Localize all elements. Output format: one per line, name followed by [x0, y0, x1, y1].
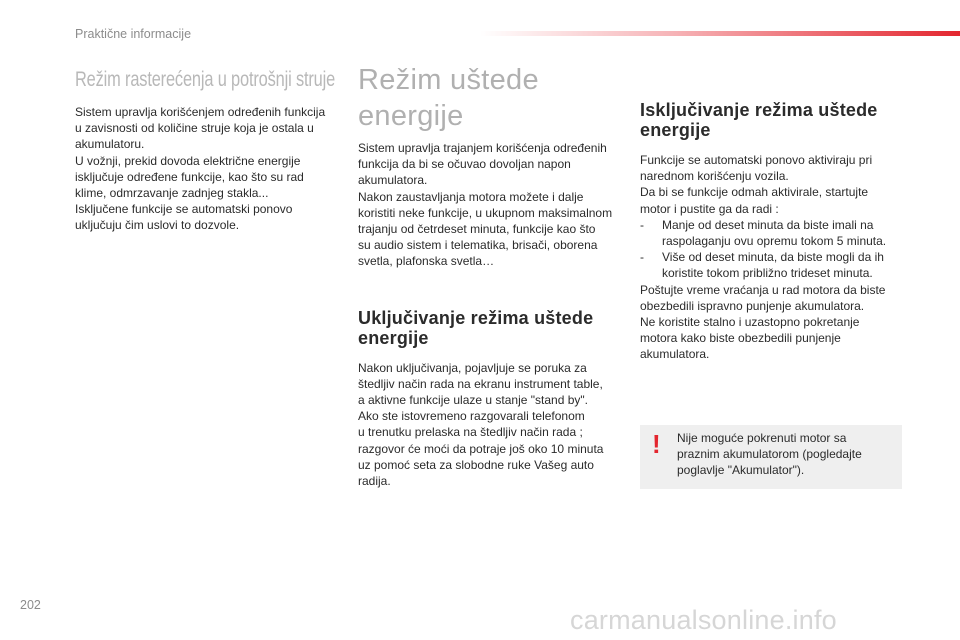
header-accent-bar	[480, 31, 960, 36]
energy-economy-intro: Sistem upravlja trajanjem korišćenja određenih funkcija da bi se očuvao dovoljan napon akumulatora. Nakon zaustavljanja motora možete i dalje koristiti neke funkcije, u ukupnom maksimalnom trajanju od četrdeset minuta, funkcije kao što su audio sistem i telematika, brisači, oborena svetla, plafonska svetla…	[358, 141, 613, 269]
load-shedding-text: Sistem upravlja korišćenjem određenih funkcija u zavisnosti od količine struje koja je ostala u akumulatoru. U vožnji, prekid dovoda električne energije isključuje određene funkcije, kao što su rad klime, odmrzavanje zadnjeg stakla... Isključene funkcije se automatski ponovo uključuju čim uslovi to dozvole.	[75, 105, 326, 233]
watermark: carmanualsonline.info	[570, 605, 837, 635]
switching-on-heading: Uključivanje režima uštede energije	[358, 307, 594, 348]
exiting-mode-text: Funkcije se automatski ponovo aktiviraju pri narednom korišćenju vozila. Da bi se funkcije odmah aktivirale, startujte motor i pustite ga da radi : - Manje od deset minuta da biste imali na raspolaganju ovu opremu tokom 5 minuta. - Više od deset minuta, da biste mogli da ih koristite tokom približno trideset minuta. Poštujte vreme vraćanja u rad motora da biste obezbedili ispravno punjenje akumulatora. Ne koristite stalno i uzastopno pokretanje motora kako biste obezbedili punjenje akumulatora.	[640, 152, 905, 363]
page-number: 202	[20, 598, 41, 612]
load-shedding-title: Režim rasterećenja u potrošnji struje	[75, 68, 336, 91]
energy-economy-title: Režim uštede energije	[358, 64, 539, 132]
exclamation-icon: !	[652, 429, 661, 459]
warning-note	[640, 425, 902, 489]
section-label: Praktične informacije	[75, 27, 192, 41]
warning-text: Nije moguće pokrenuti motor sa praznim akumulatorom (pogledajte poglavlje "Akumulator").	[677, 431, 862, 478]
list-item: - Više od deset minuta, da biste mogli da ih koristite tokom približno trideset minuta.	[640, 250, 884, 281]
column-exiting-mode	[640, 100, 905, 363]
list-item: - Manje od deset minuta da biste imali na raspolaganju ovu opremu tokom 5 minuta.	[640, 217, 887, 249]
column-load-shedding	[75, 62, 345, 234]
column-energy-economy	[358, 62, 628, 489]
switching-on-text: Nakon uključivanja, pojavljuje se poruka za štedljiv način rada na ekranu instrument table, a aktivne funkcije ulaze u stanje "stand by". Ako ste istovremeno razgovarali telefonom u trenutku prelaska na štedljiv način rada ; razgovor će moći da potraje još oko 10 minuta uz pomoć seta za slobodne ruke Vašeg auto radija.	[358, 360, 604, 489]
exiting-mode-heading: Isključivanje režima uštede energije	[640, 100, 878, 140]
